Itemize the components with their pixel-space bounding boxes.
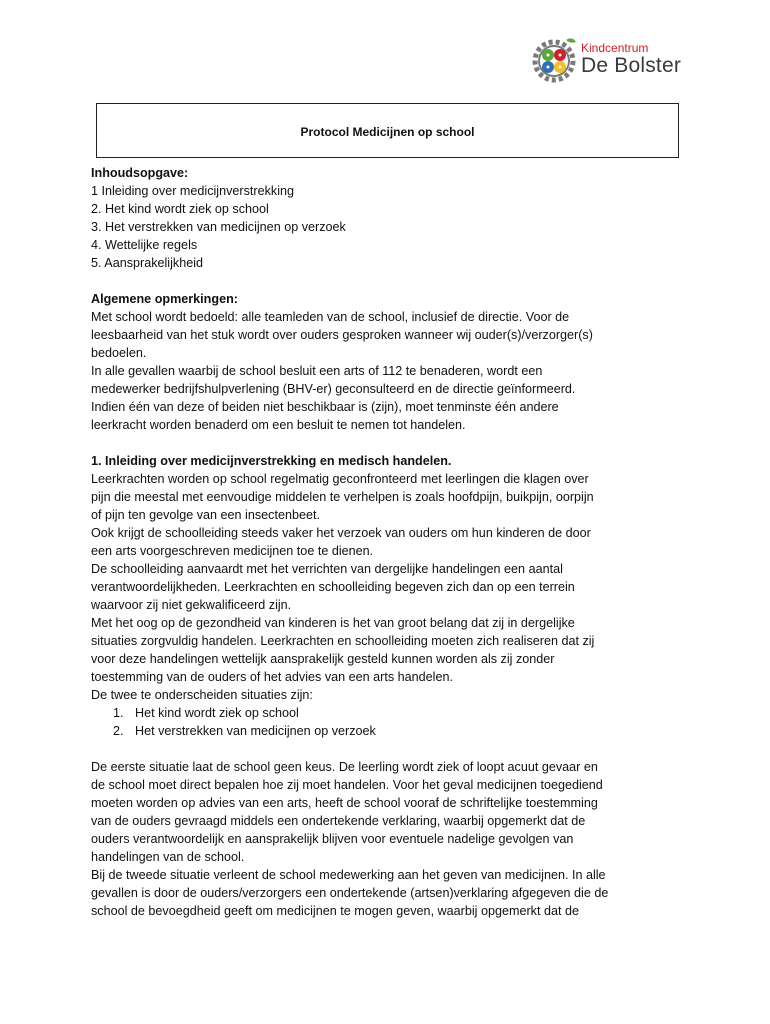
section1-line: situaties zorgvuldig handelen. Leerkrachten en schoolleiding moeten zich realiseren dat zij [91,634,595,648]
section1-heading: 1. Inleiding over medicijnverstrekking en medisch handelen. [91,454,452,468]
section1-line: school de bevoegdheid geeft om medicijnen te mogen geven, waarbij opgemerkt dat de [91,904,579,918]
toc-item: 5. Aansprakelijkheid [91,256,204,270]
section1-line: Bij de tweede situatie verleent de school medewerking aan het geven van medicijnen. In alle [91,868,606,882]
section1-line: een arts voorgeschreven medicijnen toe te dienen. [91,544,374,558]
section1-line: handelingen van de school. [91,850,245,864]
toc-item: 2. Het kind wordt ziek op school [91,202,269,216]
situations-list [113,704,691,740]
general-line: bedoelen. [91,346,147,360]
toc-item: 3. Het verstrekken van medicijnen op verzoek [91,220,346,234]
section1-line: Met het oog op de gezondheid van kinderen is het van groot belang dat zij in dergelijke [91,616,575,630]
general-line: Met school wordt bedoeld: alle teamleden van de school, inclusief de directie. Voor de [91,310,570,324]
section1-line: van de ouders gevraagd middels een ondertekende verklaring, waarbij opgemerkt dat de [91,814,586,828]
section1-line: gevallen is door de ouders/verzorgers een ondertekende (artsen)verklaring afgegeven die de [91,886,609,900]
section1-line: De twee te onderscheiden situaties zijn: [91,688,313,702]
section1-line: verantwoordelijkheden. Leerkrachten en schoolleiding begeven zich dan op een terrein [91,580,575,594]
general-line: Indien één van deze of beiden niet beschikbaar is (zijn), moet tenminste één andere [91,400,559,414]
situation-item [113,704,691,722]
section1-line: voor deze handelingen wettelijk aansprakelijk gesteld kunnen worden als zij zonder [91,652,555,666]
document-body [91,164,691,920]
section1-line: Leerkrachten worden op school regelmatig geconfronteerd met leerlingen die klagen over [91,472,589,486]
toc-list [91,182,691,272]
general-line: leesbaarheid van het stuk wordt over ouders gesproken wanneer wij ouder(s)/verzorger(s) [91,328,593,342]
general-line: leerkracht worden benaderd om een besluit te nemen tot handelen. [91,418,466,432]
title-box [96,103,679,158]
situation-text: Het kind wordt ziek op school [135,706,299,720]
section1-line: of pijn ten gevolge van een insectenbeet. [91,508,320,522]
toc-heading: Inhoudsopgave: [91,166,189,180]
situation-number: 1. [113,706,124,720]
situation-text: Het verstrekken van medicijnen op verzoek [135,724,376,738]
section1-line: de school moet direct bepalen hoe zij moet handelen. Voor het geval medicijnen toegediend [91,778,603,792]
situation-number: 2. [113,724,124,738]
general-line: medewerker bedrijfshulpverlening (BHV-er) geconsulteerd en de directie geïnformeerd. [91,382,576,396]
situation-item [113,722,691,740]
section1-line: Ook krijgt de schoolleiding steeds vaker het verzoek van ouders om hun kinderen de door [91,526,591,540]
document-title: Protocol Medicijnen op school [300,125,475,139]
section1-line: De eerste situatie laat de school geen keus. De leerling wordt ziek of loopt acuut gevaar en [91,760,598,774]
section1-line: moeten worden op advies van een arts, heeft de school vooraf de schriftelijke toestemming [91,796,598,810]
gear-flower-icon [532,34,580,84]
general-heading: Algemene opmerkingen: [91,292,238,306]
toc-item: 4. Wettelijke regels [91,238,198,252]
section1-line: De schoolleiding aanvaardt met het verrichten van dergelijke handelingen een aantal [91,562,563,576]
section1-line: toestemming van de ouders of het advies van een arts handelen. [91,670,453,684]
logo-subtitle: Kindcentrum [581,41,649,55]
toc-item: 1 Inleiding over medicijnverstrekking [91,184,294,198]
general-line: In alle gevallen waarbij de school besluit een arts of 112 te benaderen, wordt een [91,364,543,378]
school-logo [532,34,712,84]
section1-line: waarvoor zij niet gekwalificeerd zijn. [91,598,292,612]
section1-line: pijn die meestal met eenvoudige middelen te verhelpen is zoals hoofdpijn, buikpijn, oorpijn [91,490,594,504]
logo-name: De Bolster [581,54,682,77]
section1-line: ouders verantwoordelijk en aansprakelijk blijven voor eventuele nadelige gevolgen van [91,832,574,846]
